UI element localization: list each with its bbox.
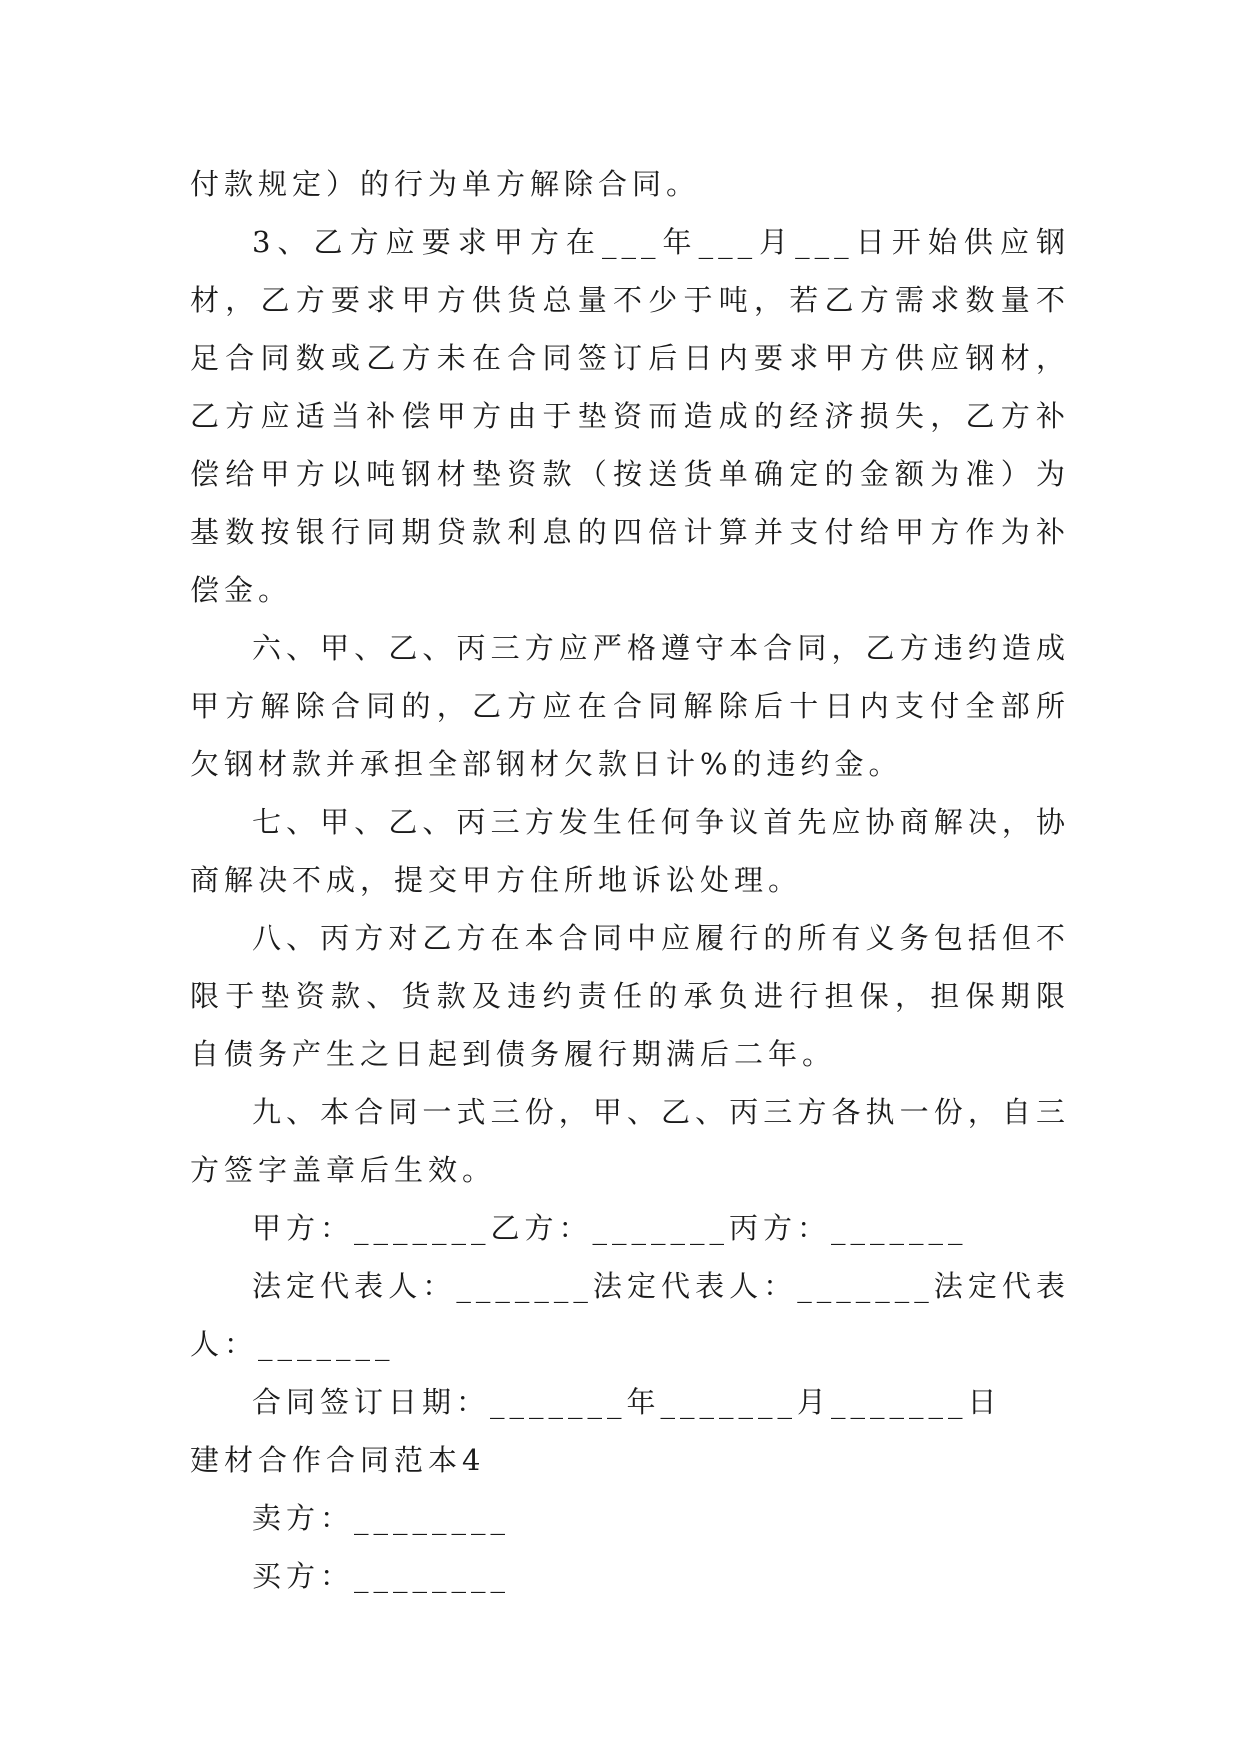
paragraph-payment-termination: 付款规定）的行为单方解除合同。 — [190, 167, 701, 201]
paragraph-clause-7-dispute: 七、甲、乙、丙三方发生任何争议首先应协商解决，协商解决不成，提交甲方住所地诉讼处理。 — [190, 805, 1070, 897]
paragraph-clause-9-copies: 九、本合同一式三份，甲、乙、丙三方各执一份，自三方签字盖章后生效。 — [190, 1095, 1070, 1187]
paragraph-clause-6-breach: 六、甲、乙、丙三方应严格遵守本合同，乙方违约造成甲方解除合同的，乙方应在合同解除后十日内支付全部所欠钢材款并承担全部钢材欠款日计%的违约金。 — [190, 631, 1070, 781]
signature-parties-line: 甲方：_______乙方：_______丙方：_______ — [252, 1211, 968, 1245]
paragraph-clause-8-guarantee: 八、丙方对乙方在本合同中应履行的所有义务包括但不限于垫资款、货款及违约责任的承负进行担保，担保期限自债务产生之日起到债务履行期满后二年。 — [190, 921, 1070, 1071]
document-body — [190, 155, 1070, 1605]
buyer-line: 买方：________ — [252, 1559, 511, 1593]
signature-representatives-line: 法定代表人：_______法定代表人：_______法定代表人：_______ — [190, 1269, 1070, 1361]
contract-signing-date-line: 合同签订日期：_______年_______月_______日 — [252, 1385, 1002, 1419]
paragraph-clause-3-supply: 3、乙方应要求甲方在___年___月___日开始供应钢材，乙方要求甲方供货总量不少于吨，若乙方需求数量不足合同数或乙方未在合同签订后日内要求甲方供应钢材，乙方应适当补偿甲方由于垫资而造成的经济损失，乙方补偿给甲方以吨钢材垫资款（按送货单确定的金额为准）为基数按银行同期贷款利息的四倍计算并支付给甲方作为补偿金。 — [190, 225, 1070, 607]
seller-line: 卖方：________ — [252, 1501, 511, 1535]
section-title-template-4: 建材合作合同范本4 — [190, 1443, 486, 1477]
